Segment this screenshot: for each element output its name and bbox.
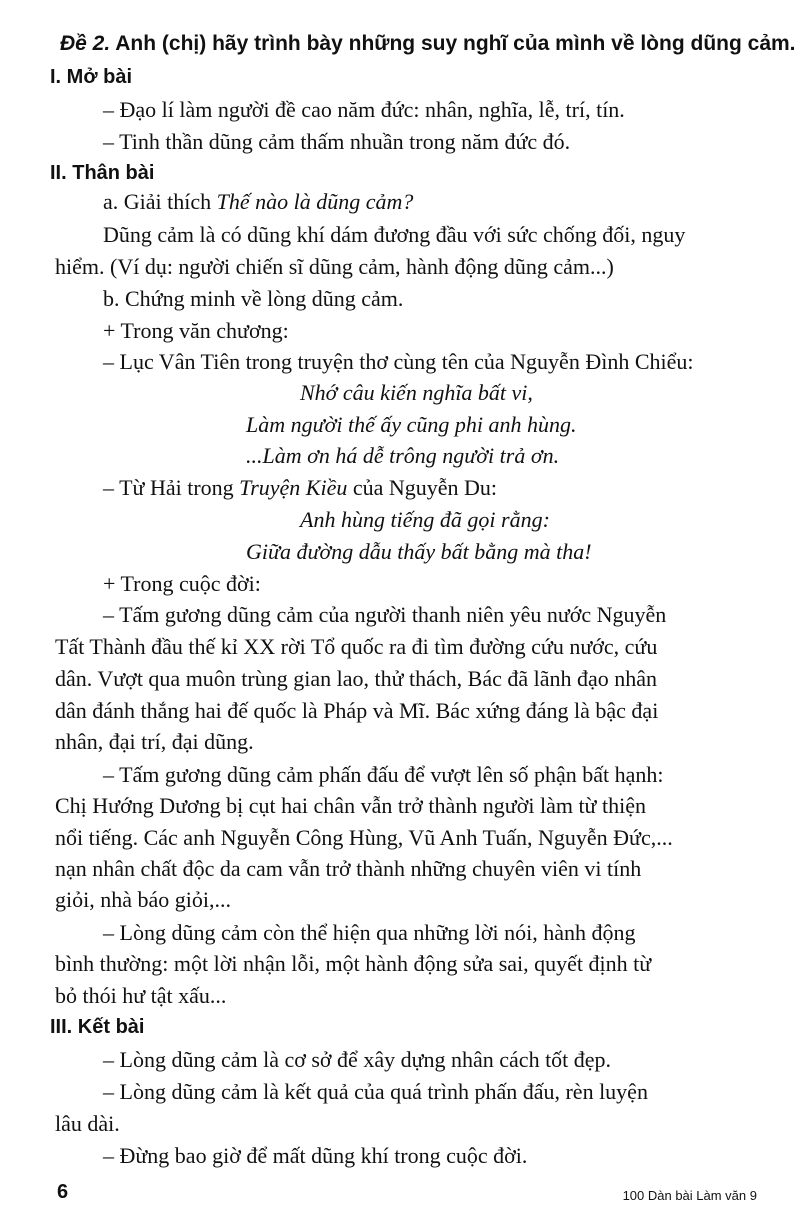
life-label: + Trong cuộc đời: [103, 571, 261, 596]
conclusion-line: – Đừng bao giờ để mất dũng khí trong cuộc đời. [103, 1143, 528, 1168]
assignment-title [0, 29, 800, 59]
life-paragraph-line: dân đánh thắng hai đế quốc là Pháp và Mĩ. Bác xứng đáng là bậc đại [55, 698, 659, 723]
life-paragraph-line: bỏ thói hư tật xấu... [55, 983, 227, 1008]
definition-line: Dũng cảm là có dũng khí dám đương đầu với sức chống đối, nguy [103, 222, 686, 247]
tu-hai-work: Truyện Kiều [239, 475, 348, 500]
life-paragraph-line: nạn nhân chất độc da cam vẫn trở thành những chuyên viên vi tính [55, 856, 642, 881]
life-paragraph-line: nổi tiếng. Các anh Nguyễn Công Hùng, Vũ Anh Tuấn, Nguyễn Đức,... [55, 825, 673, 850]
section-heading-intro: I. Mở bài [50, 66, 133, 88]
conclusion-line: lâu dài. [55, 1111, 120, 1136]
book-title: 100 Dàn bài Làm văn 9 [622, 1188, 757, 1203]
poem-line: Làm người thế ấy cũng phi anh hùng. [246, 412, 577, 437]
life-paragraph-line: – Tấm gương dũng cảm của người thanh niên yêu nước Nguyễn [103, 602, 667, 627]
luc-van-tien-line: – Lục Vân Tiên trong truyện thơ cùng tên của Nguyễn Đình Chiểu: [103, 349, 694, 374]
tu-hai-line [0, 473, 800, 503]
prove-line: b. Chứng minh về lòng dũng cảm. [103, 286, 404, 311]
life-paragraph-line: Tất Thành đầu thế kỉ XX rời Tổ quốc ra đi tìm đường cứu nước, cứu [55, 634, 658, 659]
life-paragraph-line: – Tấm gương dũng cảm phấn đấu để vượt lên số phận bất hạnh: [103, 762, 664, 787]
section-heading-conclusion: III. Kết bài [50, 1016, 145, 1038]
intro-line: – Tinh thần dũng cảm thấm nhuần trong năm đức đó. [103, 129, 571, 154]
poem-line: Giữa đường dẫu thấy bất bằng mà tha! [246, 539, 592, 564]
literature-label: + Trong văn chương: [103, 318, 289, 343]
definition-line: hiểm. (Ví dụ: người chiến sĩ dũng cảm, hành động dũng cảm...) [55, 254, 614, 279]
life-paragraph-line: – Lòng dũng cảm còn thể hiện qua những lời nói, hành động [103, 920, 636, 945]
explain-prefix: a. Giải thích [103, 189, 217, 214]
tu-hai-suffix: của Nguyễn Du: [347, 475, 498, 500]
poem-line: ...Làm ơn há dễ trông người trả ơn. [246, 443, 560, 468]
intro-line: – Đạo lí làm người đề cao năm đức: nhân, nghĩa, lễ, trí, tín. [103, 97, 625, 122]
poem-line: Anh hùng tiếng đã gọi rằng: [300, 507, 550, 532]
explain-question: Thế nào là dũng cảm? [216, 189, 414, 214]
explain-line [0, 187, 800, 217]
assignment-question: Anh (chị) hãy trình bày những suy nghĩ của mình về lòng dũng cảm. [115, 32, 796, 55]
conclusion-line: – Lòng dũng cảm là cơ sở để xây dựng nhân cách tốt đẹp. [103, 1047, 612, 1072]
life-paragraph-line: bình thường: một lời nhận lỗi, một hành động sửa sai, quyết định từ [55, 951, 652, 976]
life-paragraph-line: giỏi, nhà báo giỏi,... [55, 887, 231, 912]
poem-line: Nhớ câu kiến nghĩa bất vi, [300, 380, 533, 405]
tu-hai-prefix: – Từ Hải trong [103, 475, 240, 500]
life-paragraph-line: dân. Vượt qua muôn trùng gian lao, thử thách, Bác đã lãnh đạo nhân [55, 666, 658, 691]
page-number: 6 [57, 1181, 69, 1203]
life-paragraph-line: nhân, đại trí, đại dũng. [55, 729, 254, 754]
conclusion-line: – Lòng dũng cảm là kết quả của quá trình phấn đấu, rèn luyện [103, 1079, 648, 1104]
section-heading-body: II. Thân bài [50, 162, 155, 184]
life-paragraph-line: Chị Hướng Dương bị cụt hai chân vẫn trở thành người làm từ thiện [55, 793, 646, 818]
assignment-label: Đề 2. [60, 32, 111, 55]
